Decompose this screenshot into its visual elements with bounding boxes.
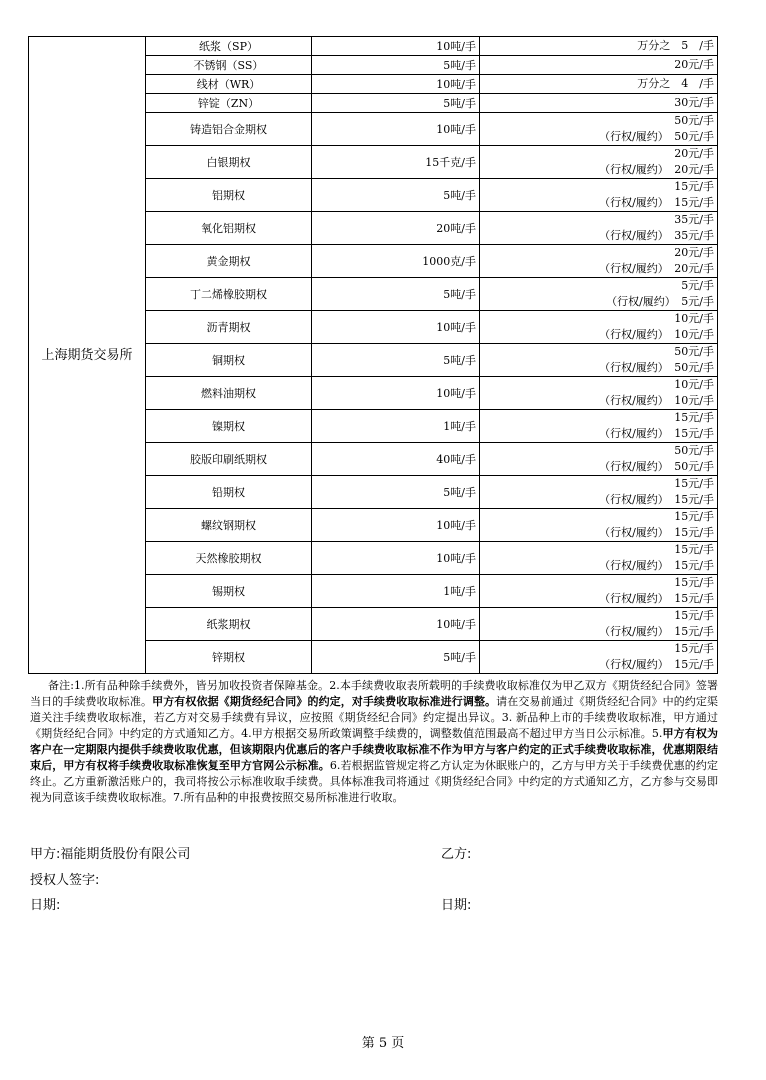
fee-amount: 35元/手 [674, 213, 714, 226]
trading-unit-cell: 5吨/手 [312, 94, 480, 113]
party-a-label: 甲方:福能期货股份有限公司 [30, 847, 191, 862]
product-cell: 沥青期权 [146, 311, 312, 344]
product-cell: 胶版印刷纸期权 [146, 443, 312, 476]
exercise-fee-amount: （行权/履约） 10元/手 [599, 328, 714, 341]
exercise-fee-amount: （行权/履约） 50元/手 [599, 130, 714, 143]
fee-cell [480, 476, 718, 509]
exercise-fee-amount: （行权/履约） 35元/手 [599, 229, 714, 242]
remark-emphasis: 甲方有权依据《期货经纪合同》的约定，对手续费收取标准进行调整。 [152, 695, 497, 708]
party-b-label: 乙方: [441, 847, 472, 862]
trading-unit-cell: 5吨/手 [312, 641, 480, 674]
remark-text: 6.若根据监管规定将乙方认定为休眠账户的，乙方与甲方关于手续费优惠的约定终止。乙方重新激活账户的，我司将按公示标准收取手续费。具体标准我司将通过《期货经纪合同》中约定的方式通知乙方，乙方参与交易即视为同意该手续费收取标准。7.所有品种的申报费按照交易所标准进行收取。 [30, 759, 718, 804]
fee-cell [480, 311, 718, 344]
product-cell: 铜期权 [146, 344, 312, 377]
exercise-fee-amount: （行权/履约） 15元/手 [599, 658, 714, 671]
exercise-fee-amount: （行权/履约） 15元/手 [599, 427, 714, 440]
exercise-fee-amount: （行权/履约） 20元/手 [599, 262, 714, 275]
trading-unit-cell: 10吨/手 [312, 311, 480, 344]
trading-unit-cell: 5吨/手 [312, 344, 480, 377]
fee-cell [480, 443, 718, 476]
fee-amount: 20元/手 [674, 147, 714, 160]
product-cell: 纸浆（SP） [146, 37, 312, 56]
product-cell: 纸浆期权 [146, 608, 312, 641]
remark-text: 备注:1.所有品种除手续费外，皆另加收投资者保障基金。2.本手续费收取表所载明的手续费收取标准仅为甲乙双方《期货经纪合同》签署当日的手续费收取标准。 [30, 679, 718, 708]
exercise-fee-amount: （行权/履约） 50元/手 [599, 361, 714, 374]
remark-text: 请在交易前通过《期货经纪合同》中的约定渠道关注手续费收取标准，若乙方对交易手续费有异议，应按照《期货经纪合同》约定提出异议。3. 新品种上市的手续费收取标准，甲方通过《期货经纪合同》中约定的方式通知乙方。4.甲方根据交易所政策调整手续费的，调整数值范围最高不超过甲方当日公示标准。5. [30, 695, 719, 740]
product-cell: 丁二烯橡胶期权 [146, 278, 312, 311]
fee-amount: 15元/手 [674, 642, 714, 655]
fee-amount: 15元/手 [674, 543, 714, 556]
fee-cell [480, 377, 718, 410]
exercise-fee-amount: （行权/履约） 15元/手 [599, 196, 714, 209]
trading-unit-cell: 10吨/手 [312, 113, 480, 146]
fee-amount: 万分之 5 /手 [637, 39, 714, 52]
remark-emphasis: 甲方有权为客户在一定期限内提供手续费收取优惠，但该期限内优惠后的客户手续费收取标准不作为甲方与客户约定的正式手续费收取标准，优惠期限结束后，甲方有权将手续费收取标准恢复至甲方官网公示标准。 [30, 727, 718, 772]
fee-amount: 5元/手 [681, 279, 714, 292]
exchange-name-cell: 上海期货交易所 [29, 37, 146, 674]
date-b-label: 日期: [441, 898, 472, 913]
fee-amount: 50元/手 [674, 345, 714, 358]
fee-cell [480, 56, 718, 75]
fee-cell [480, 608, 718, 641]
fee-amount: 30元/手 [674, 96, 714, 109]
fee-cell [480, 410, 718, 443]
fee-amount: 50元/手 [674, 444, 714, 457]
fee-cell [480, 278, 718, 311]
trading-unit-cell: 20吨/手 [312, 212, 480, 245]
trading-unit-cell: 10吨/手 [312, 37, 480, 56]
product-cell: 镍期权 [146, 410, 312, 443]
table-row [29, 37, 718, 56]
product-cell: 螺纹钢期权 [146, 509, 312, 542]
trading-unit-cell: 5吨/手 [312, 476, 480, 509]
exercise-fee-amount: （行权/履约） 15元/手 [599, 493, 714, 506]
exercise-fee-amount: （行权/履约） 15元/手 [599, 592, 714, 605]
product-cell: 锌锭（ZN） [146, 94, 312, 113]
fee-cell [480, 37, 718, 56]
page-number: 第 5 页 [361, 1036, 405, 1051]
fee-cell [480, 641, 718, 674]
trading-unit-cell: 40吨/手 [312, 443, 480, 476]
fee-cell [480, 75, 718, 94]
fee-cell [480, 542, 718, 575]
fee-cell [480, 344, 718, 377]
authorized-sign-label: 授权人签字: [30, 873, 100, 888]
fee-amount: 15元/手 [674, 576, 714, 589]
fee-amount: 15元/手 [674, 477, 714, 490]
trading-unit-cell: 1吨/手 [312, 575, 480, 608]
fee-cell [480, 113, 718, 146]
trading-unit-cell: 10吨/手 [312, 509, 480, 542]
exercise-fee-amount: （行权/履约） 50元/手 [599, 460, 714, 473]
fee-cell [480, 575, 718, 608]
exercise-fee-amount: （行权/履约） 15元/手 [599, 526, 714, 539]
fee-amount: 15元/手 [674, 609, 714, 622]
product-cell: 铝期权 [146, 179, 312, 212]
fee-amount: 15元/手 [674, 180, 714, 193]
fee-amount: 10元/手 [674, 378, 714, 391]
fee-amount: 50元/手 [674, 114, 714, 127]
fee-amount: 10元/手 [674, 312, 714, 325]
trading-unit-cell: 10吨/手 [312, 542, 480, 575]
fee-amount: 万分之 4 /手 [637, 77, 714, 90]
fee-cell [480, 146, 718, 179]
trading-unit-cell: 1吨/手 [312, 410, 480, 443]
trading-unit-cell: 5吨/手 [312, 179, 480, 212]
fee-cell [480, 509, 718, 542]
fee-cell [480, 245, 718, 278]
exercise-fee-amount: （行权/履约） 15元/手 [599, 559, 714, 572]
trading-unit-cell: 10吨/手 [312, 75, 480, 94]
remarks-paragraph [30, 678, 718, 806]
product-cell: 氧化铝期权 [146, 212, 312, 245]
exercise-fee-amount: （行权/履约） 5元/手 [606, 295, 714, 308]
product-cell: 天然橡胶期权 [146, 542, 312, 575]
fee-table [28, 36, 718, 674]
product-cell: 白银期权 [146, 146, 312, 179]
fee-table-body [29, 37, 718, 674]
product-cell: 锌期权 [146, 641, 312, 674]
fee-cell [480, 94, 718, 113]
exercise-fee-amount: （行权/履约） 15元/手 [599, 625, 714, 638]
product-cell: 线材（WR） [146, 75, 312, 94]
date-a-label: 日期: [30, 898, 61, 913]
trading-unit-cell: 10吨/手 [312, 608, 480, 641]
product-cell: 黄金期权 [146, 245, 312, 278]
trading-unit-cell: 5吨/手 [312, 56, 480, 75]
product-cell: 不锈钢（SS） [146, 56, 312, 75]
fee-cell [480, 179, 718, 212]
fee-amount: 15元/手 [674, 411, 714, 424]
product-cell: 锡期权 [146, 575, 312, 608]
exercise-fee-amount: （行权/履约） 10元/手 [599, 394, 714, 407]
fee-cell [480, 212, 718, 245]
fee-amount: 20元/手 [674, 58, 714, 71]
product-cell: 铅期权 [146, 476, 312, 509]
product-cell: 铸造铝合金期权 [146, 113, 312, 146]
trading-unit-cell: 5吨/手 [312, 278, 480, 311]
trading-unit-cell: 1000克/手 [312, 245, 480, 278]
product-cell: 燃料油期权 [146, 377, 312, 410]
exercise-fee-amount: （行权/履约） 20元/手 [599, 163, 714, 176]
trading-unit-cell: 10吨/手 [312, 377, 480, 410]
fee-amount: 20元/手 [674, 246, 714, 259]
trading-unit-cell: 15千克/手 [312, 146, 480, 179]
fee-amount: 15元/手 [674, 510, 714, 523]
